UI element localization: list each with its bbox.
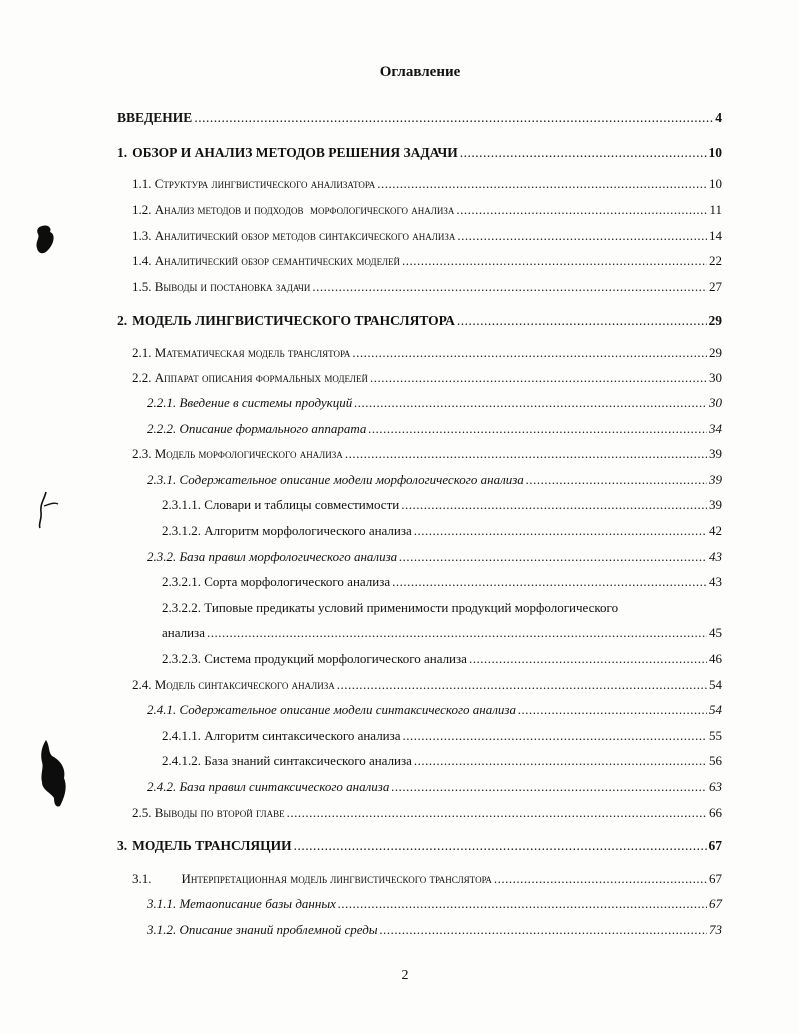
toc-entry-title (162, 523, 412, 539)
toc-entry-number: 2. (117, 313, 128, 328)
toc-leader-dots (401, 497, 707, 513)
toc-entry-title (132, 253, 400, 269)
toc-entry-page: 46 (709, 651, 722, 666)
toc-entry-title (147, 702, 516, 718)
toc-entry-text: Описание формального аппарата (179, 421, 367, 436)
toc-entry-text: Интерпретационная модель лингвистического транслятора (181, 871, 492, 886)
toc-entry-number: 2.3.2. (147, 549, 177, 564)
toc-entry-2-4[interactable] (132, 677, 722, 693)
toc-leader-dots (391, 779, 707, 795)
toc-entry-title (117, 145, 458, 161)
toc-entry-number: 2.3.1. (147, 472, 177, 487)
toc-entry-page: 30 (709, 395, 722, 410)
toc-entry-2-2-2[interactable] (147, 421, 722, 437)
toc-entry-title (147, 922, 378, 938)
toc-entry-text: Структура лингвистического анализатора (154, 176, 376, 191)
toc-entry-1-1[interactable] (132, 176, 722, 192)
toc-entry-text: Модель морфологического анализа (154, 446, 343, 461)
toc-entry-title (132, 176, 375, 192)
toc-entry-page: 27 (709, 279, 722, 294)
toc-entry-text: Анализ методов и подходов морфологического анализа (154, 202, 455, 217)
toc-entry-title (147, 395, 352, 411)
toc-entry-title (162, 497, 399, 513)
toc-entry-number: 2.4.1.2. (162, 753, 201, 768)
toc-leader-dots (287, 805, 707, 821)
toc-entry-title (132, 345, 350, 361)
toc-entry-3-1-1[interactable] (147, 896, 722, 912)
toc-entry-text: Типовые предикаты условий применимости продукций морфологического (204, 600, 619, 615)
page-title: Оглавление (379, 64, 461, 80)
toc-entry-page: 10 (709, 176, 722, 191)
toc-leader-dots (380, 922, 707, 938)
toc-leader-dots (526, 472, 707, 488)
toc-leader-dots (194, 110, 713, 126)
toc-entry-number: 1. (117, 145, 128, 160)
toc-leader-dots (294, 838, 707, 854)
toc-entry-number: 2.3.2.1. (162, 574, 201, 589)
toc-leader-dots (352, 345, 707, 361)
toc-entry-2-3-1[interactable] (147, 472, 722, 488)
toc-entry-page: 67 (709, 896, 722, 911)
toc-entry-2-3-2-1[interactable] (162, 574, 722, 590)
toc-entry-page: 56 (709, 753, 722, 768)
toc-entry-title (117, 838, 292, 854)
toc-leader-dots (399, 549, 707, 565)
toc-leader-dots (337, 677, 707, 693)
toc-entry-title (162, 651, 467, 667)
toc-leader-dots (456, 202, 707, 218)
toc-entry-page: 43 (709, 574, 722, 589)
toc-leader-dots (403, 728, 707, 744)
toc-entry-number: 2.1. (132, 345, 152, 360)
toc-entry-number: 2.2. (132, 370, 152, 385)
toc-entry-text: Аналитический обзор методов синтаксического анализа (154, 228, 456, 243)
toc-entry-title (132, 279, 310, 295)
toc-entry-title (147, 896, 336, 912)
toc-entry-page: 63 (709, 779, 722, 794)
toc-entry-chapter-1[interactable] (117, 145, 722, 161)
toc-entry-title (162, 753, 412, 769)
toc-leader-dots (460, 145, 707, 161)
toc-leader-dots (414, 523, 707, 539)
toc-entry-page: 22 (709, 253, 722, 268)
toc-entry-title-continued: анализа (162, 625, 205, 640)
toc-entry-title (132, 446, 343, 462)
toc-leader-dots (354, 395, 707, 411)
toc-entry-chapter-2[interactable] (117, 313, 722, 329)
toc-entry-1-5[interactable] (132, 279, 722, 295)
toc-entry-page: 54 (709, 677, 722, 692)
toc-entry-2-3-1-2[interactable] (162, 523, 722, 539)
toc-entry-title (132, 677, 335, 693)
toc-leader-dots (370, 370, 707, 386)
toc-entry-2-3-1-1[interactable] (162, 497, 722, 513)
toc-entry-number: 2.4.1.1. (162, 728, 201, 743)
page-number: 2 (401, 968, 409, 983)
toc-leader-dots (457, 228, 707, 244)
toc-entry-3-1[interactable] (132, 871, 722, 887)
toc-entry-title (147, 421, 366, 437)
toc-entry-text: База правил синтаксического анализа (179, 779, 390, 794)
toc-entry-number: 1.2. (132, 202, 152, 217)
toc-entry-title (147, 779, 389, 795)
toc-entry-number: 2.4.2. (147, 779, 177, 794)
toc-entry-page: 11 (709, 202, 722, 217)
toc-entry-text: Аналитический обзор семантических моделей (154, 253, 401, 268)
toc-entry-text: Математическая модель транслятора (154, 345, 351, 360)
toc-entry-3-1-2[interactable] (147, 922, 722, 938)
toc-entry-page: 73 (709, 922, 722, 937)
toc-entry-2-5[interactable] (132, 805, 722, 821)
toc-entry-page: 67 (709, 871, 722, 886)
toc-entry-chapter-3[interactable] (117, 838, 722, 854)
toc-entry-page: 54 (709, 702, 722, 717)
toc-leader-dots (345, 446, 707, 462)
toc-entry-title: ВВЕДЕНИЕ (117, 110, 193, 125)
toc-entry-title (132, 202, 454, 218)
toc-entry-1-3[interactable] (132, 228, 722, 244)
toc-entry-number: 3.1. (132, 871, 152, 886)
toc-entry-text: Метаописание базы данных (179, 896, 336, 911)
toc-entry-page: 42 (709, 523, 722, 538)
toc-entry-page: 10 (708, 145, 722, 160)
toc-entry-2-1[interactable] (132, 345, 722, 361)
toc-entry-number: 1.5. (132, 279, 152, 294)
toc-entry-number: 2.3.1.2. (162, 523, 201, 538)
toc-entry-number: 2.3.1.1. (162, 497, 201, 512)
toc-entry-2-3-2-2-first-line[interactable] (162, 600, 722, 616)
toc-entry-page: 67 (708, 838, 722, 853)
toc-entry-page: 14 (709, 228, 722, 243)
toc-entry-text: МОДЕЛЬ ЛИНГВИСТИЧЕСКОГО ТРАНСЛЯТОРА (132, 313, 455, 328)
toc-entry-text: База правил морфологического анализа (179, 549, 398, 564)
toc-entry-page: 45 (709, 625, 722, 640)
toc-entry-text: Содержательное описание модели синтаксического анализа (179, 702, 516, 717)
toc-entry-text: ОБЗОР И АНАЛИЗ МЕТОДОВ РЕШЕНИЯ ЗАДАЧИ (132, 145, 458, 160)
toc-entry-1-2[interactable] (132, 202, 722, 218)
toc-entry-text: База знаний синтаксического анализа (204, 753, 412, 768)
toc-entry-text: МОДЕЛЬ ТРАНСЛЯЦИИ (132, 838, 292, 853)
toc-leader-dots (414, 753, 707, 769)
toc-entry-title (147, 549, 397, 565)
toc-entry-page: 39 (709, 446, 722, 461)
toc-entry-2-3-2-2[interactable] (162, 625, 722, 641)
toc-entry-text: Модель синтаксического анализа (154, 677, 335, 692)
toc-entry-text: Выводы и постановка задачи (154, 279, 311, 294)
toc-entry-number: 1.1. (132, 176, 152, 191)
toc-entry-1-4[interactable] (132, 253, 722, 269)
toc-entry-2-2[interactable] (132, 370, 722, 386)
toc-entry-2-3-2-3[interactable] (162, 651, 722, 667)
toc-entry-page: 43 (709, 549, 722, 564)
toc-entry-title (132, 228, 455, 244)
toc-leader-dots (377, 176, 707, 192)
toc-entry-2-4-1[interactable] (147, 702, 722, 718)
toc-leader-dots (494, 871, 707, 887)
toc-entry-text: Содержательное описание модели морфологического анализа (179, 472, 524, 487)
toc-leader-dots (392, 574, 707, 590)
toc-entry-number: 3. (117, 838, 128, 853)
toc-entry-2-4-1-1[interactable] (162, 728, 722, 744)
toc-entry-number: 3.1.2. (147, 922, 177, 937)
toc-entry-number: 2.4. (132, 677, 152, 692)
toc-entry-title (147, 472, 524, 488)
toc-entry-text: Выводы по второй главе (154, 805, 285, 820)
toc-entry-number: 3.1.1. (147, 896, 177, 911)
toc-entry-page: 39 (709, 472, 722, 487)
toc-entry-text: Аппарат описания формальных моделей (154, 370, 369, 385)
toc-entry-page: 29 (709, 345, 722, 360)
toc-entry-number: 2.2.2. (147, 421, 177, 436)
toc-entry-2-4-1-2[interactable] (162, 753, 722, 769)
toc-entry-title (162, 728, 401, 744)
toc-leader-dots (338, 896, 707, 912)
toc-entry-title (162, 574, 390, 590)
toc-entry-number: 2.4.1. (147, 702, 177, 717)
toc-leader-dots (312, 279, 707, 295)
toc-entry-2-2-1[interactable] (147, 395, 722, 411)
toc-entry-page: 29 (708, 313, 722, 328)
toc-entry-number: 2.2.1. (147, 395, 177, 410)
toc-entry-page: 30 (709, 370, 722, 385)
toc-leader-dots (457, 313, 707, 329)
scan-artifact-middle (32, 490, 62, 530)
toc-entry-number: 2.3. (132, 446, 152, 461)
toc-entry-title (132, 805, 285, 821)
toc-entry-title (132, 370, 368, 386)
toc-entry-text: Алгоритм синтаксического анализа (204, 728, 401, 743)
toc-entry-page: 66 (709, 805, 722, 820)
toc-leader-dots (518, 702, 707, 718)
toc-entry-text: Описание знаний проблемной среды (179, 922, 378, 937)
toc-entry-title (117, 313, 455, 329)
toc-entry-text: Алгоритм морфологического анализа (204, 523, 412, 538)
toc-entry-text: Система продукций морфологического анализа (204, 651, 467, 666)
toc-entry-number: 2.5. (132, 805, 152, 820)
toc-entry-text: Сорта морфологического анализа (204, 574, 391, 589)
toc-entry-2-4-2[interactable] (147, 779, 722, 795)
toc-entry-page: 34 (709, 421, 722, 436)
toc-entry-number: 2.3.2.3. (162, 651, 201, 666)
toc-entry-page: 4 (715, 110, 722, 125)
toc-entry-introduction[interactable] (117, 110, 722, 126)
toc-entry-page: 55 (709, 728, 722, 743)
toc-leader-dots (469, 651, 707, 667)
toc-entry-2-3-2[interactable] (147, 549, 722, 565)
scan-artifact-top (30, 222, 60, 258)
toc-entry-2-3[interactable] (132, 446, 722, 462)
toc-entry-text: Словари и таблицы совместимости (204, 497, 400, 512)
toc-leader-dots (368, 421, 707, 437)
toc-leader-dots (402, 253, 707, 269)
toc-entry-number: 1.3. (132, 228, 152, 243)
toc-entry-text: Введение в системы продукций (179, 395, 353, 410)
toc-leader-dots (207, 625, 707, 641)
scan-artifact-bottom (32, 738, 76, 810)
toc-entry-title (132, 871, 492, 887)
toc-entry-number: 1.4. (132, 253, 152, 268)
toc-entry-number: 2.3.2.2. (162, 600, 201, 615)
toc-entry-page: 39 (709, 497, 722, 512)
